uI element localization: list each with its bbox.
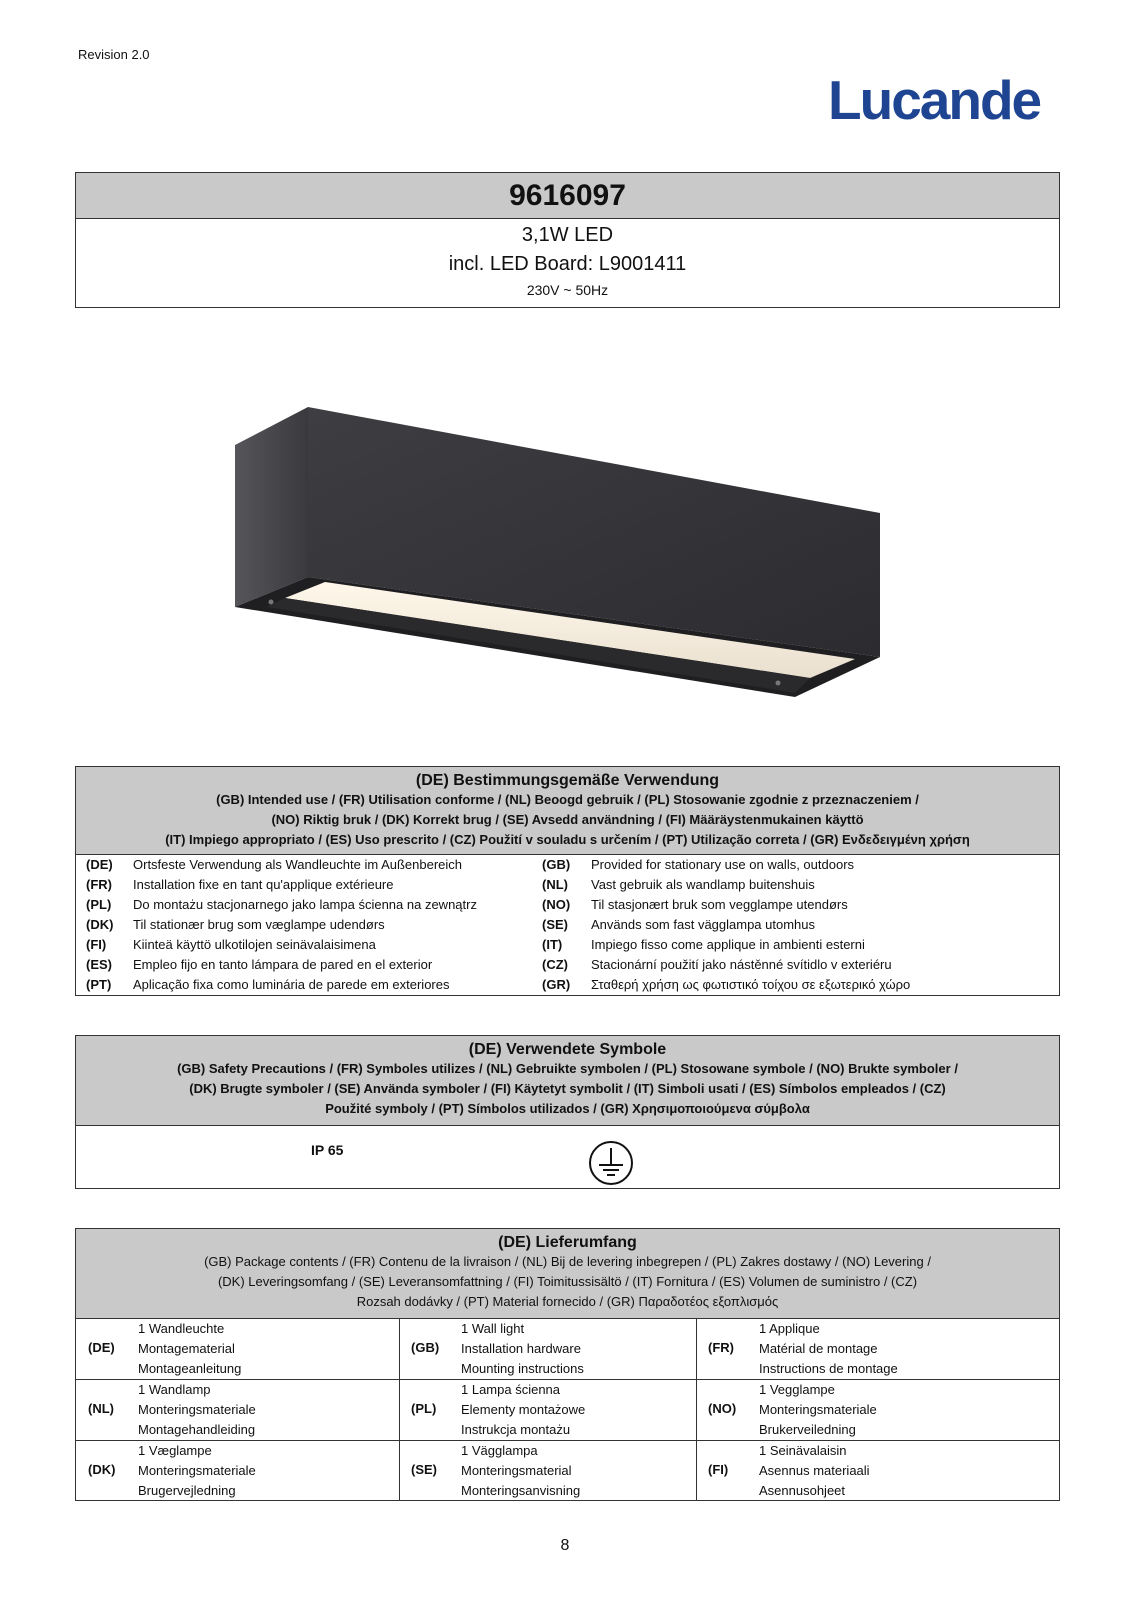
use-code: (GB) [542,857,571,872]
use-code: (NO) [542,897,571,912]
use-text: Kiinteä käyttö ulkotilojen seinävalaisimena [133,937,376,952]
package-code: (NO) [708,1401,737,1416]
use-text: Impiego fisso come applique in ambienti esterni [591,937,865,952]
intended-use-subtitle: (GB) Intended use / (FR) Utilisation conforme / (NL) Beoogd gebruik / (PL) Stosowanie zgodnie z przeznaczeniem / [216,792,919,807]
product-voltage: 230V ~ 50Hz [526,282,609,298]
package-items: 1 Lampa ścienna Elementy montażowe Instrukcja montażu [461,1382,586,1437]
use-text: Stacionární použití jako nástěnné svítidlo v exteriéru [591,957,892,972]
use-text: Σταθερή χρήση ως φωτιστικό τοίχου σε εξωτερικό χώρο [591,977,911,992]
product-board: incl. LED Board: L9001411 [448,253,687,275]
intended-use-subtitle: (IT) Impiego appropriato / (ES) Uso prescrito / (CZ) Použití v souladu s určením / (PT) Utilização correta / (GR) Ενδεδειγμένη χρήση [165,832,970,847]
package-code: (FI) [708,1462,729,1477]
symbols-subtitle: (DK) Brugte symboler / (SE) Använda symboler / (FI) Käytetyt symbolit / (IT) Simboli usati / (ES) Símbolos empleados / (CZ) [189,1081,946,1096]
intended-use-header [76,767,1059,855]
use-text: Provided for stationary use on walls, outdoors [591,857,855,872]
symbols-subtitle: (GB) Safety Precautions / (FR) Symboles utilizes / (NL) Gebruikte symbolen / (PL) Stosowane symbole / (NO) Brukte symboler / [177,1061,958,1076]
use-code: (FR) [86,877,112,892]
symbols-title: (DE) Verwendete Symbole [468,1041,667,1058]
intended-use-list [76,855,1059,995]
product-number: 9616097 [76,173,1059,219]
package-code: (SE) [411,1462,437,1477]
intended-use-title: (DE) Bestimmungsgemäße Verwendung [415,772,720,789]
use-text: Til stationær brug som væglampe udendørs [133,917,385,932]
use-code: (PT) [86,977,112,992]
package-code: (FR) [708,1340,734,1355]
package-code: (PL) [411,1401,437,1416]
wall-lamp-illustration [215,395,915,715]
use-code: (ES) [86,957,112,972]
package-subtitle: Rozsah dodávky / (PT) Material fornecido / (GR) Παραδοτέος εξοπλισμός [356,1294,779,1309]
brand-logo: Lucande [828,69,1041,131]
package-code: (DK) [88,1462,116,1477]
use-code: (CZ) [542,957,568,972]
package-section [75,1228,1060,1501]
package-items: 1 Vägglampa Monteringsmaterial Monteringsanvisning [461,1443,581,1498]
package-items: 1 Wandleuchte Montagematerial Montageanleitung [138,1321,242,1376]
use-code: (IT) [542,937,563,952]
package-items: 1 Wandlamp Monteringsmateriale Montagehandleiding [138,1382,256,1437]
use-text: Empleo fijo en tanto lámpara de pared en el exterior [133,957,433,972]
package-items: 1 Seinävalaisin Asennus materiaali Asennusohjeet [759,1443,870,1498]
use-code: (NL) [542,877,568,892]
ip-rating: IP 65 [311,1142,344,1158]
package-items: 1 Wall light Installation hardware Mounting instructions [461,1321,584,1376]
use-text: Används som fast vägglampa utomhus [591,917,816,932]
use-code: (DE) [86,857,113,872]
package-items: 1 Væglampe Monteringsmateriale Brugervejledning [138,1443,256,1498]
use-code: (PL) [86,897,112,912]
revision-label: Revision 2.0 [78,47,150,62]
symbols-header [76,1036,1059,1126]
package-title: (DE) Lieferumfang [498,1234,637,1251]
package-grid [76,1319,1059,1501]
use-code: (FI) [86,937,107,952]
package-header [76,1229,1059,1319]
package-subtitle: (DK) Leveringsomfang / (SE) Leveransomfattning / (FI) Toimitussisältö / (IT) Fornitura / (ES) Volumen de suministro / (CZ) [217,1274,918,1289]
symbols-section [75,1035,1060,1189]
use-code: (DK) [86,917,114,932]
use-text: Installation fixe en tant qu'applique extérieure [133,877,394,892]
package-code: (GB) [411,1340,440,1355]
use-text: Til stasjonært bruk som vegglampe utendørs [591,897,848,912]
use-code: (SE) [542,917,568,932]
use-text: Vast gebruik als wandlamp buitenshuis [591,877,815,892]
use-text: Aplicação fixa como luminária de parede em exteriores [133,977,450,992]
protective-earth-icon [588,1140,634,1186]
product-header [75,172,1060,308]
intended-use-section [75,766,1060,996]
package-code: (DE) [88,1340,115,1355]
product-power: 3,1W LED [521,224,614,246]
package-items: 1 Vegglampe Monteringsmateriale Brukerveiledning [759,1382,877,1437]
package-subtitle: (GB) Package contents / (FR) Contenu de la livraison / (NL) Bij de levering inbegrepen / (PL) Zakres dostawy / (NO) Levering / [204,1254,931,1269]
use-code: (GR) [542,977,571,992]
package-items: 1 Applique Matérial de montage Instructions de montage [759,1321,898,1376]
intended-use-subtitle: (NO) Riktig bruk / (DK) Korrekt brug / (SE) Avsedd användning / (FI) Määräystenmukainen käyttö [271,812,864,827]
symbols-subtitle: Použité symboly / (PT) Símbolos utilizados / (GR) Χρησιμοποιούμενα σύμβολα [325,1101,810,1116]
page-number: 8 [560,1537,570,1554]
use-text: Ortsfeste Verwendung als Wandleuchte im Außenbereich [133,857,463,872]
package-code: (NL) [88,1401,114,1416]
use-text: Do montażu stacjonarnego jako lampa ścienna na zewnątrz [133,897,477,912]
